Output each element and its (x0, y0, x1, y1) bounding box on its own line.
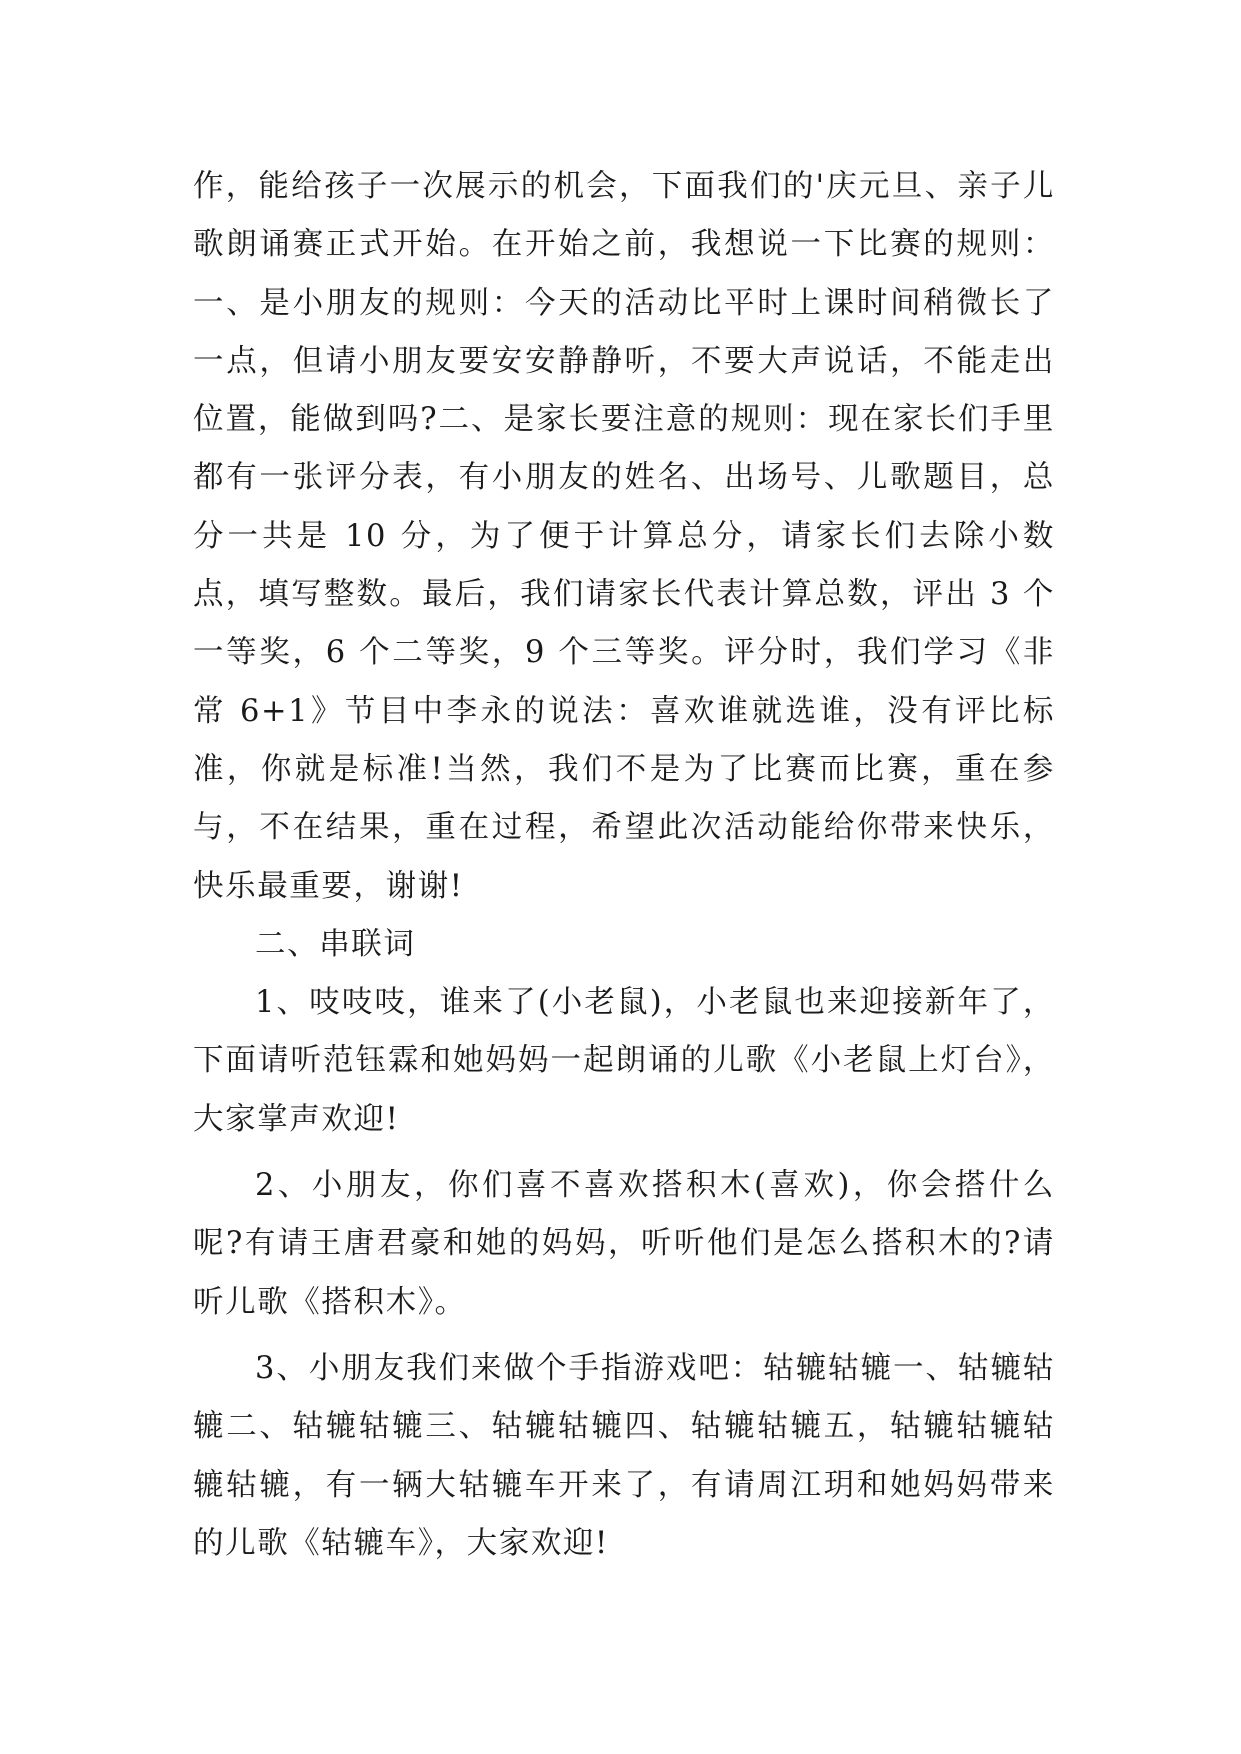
section-heading-linking-words: 二、串联词 (255, 926, 416, 962)
paragraph-rules: 作，能给孩子一次展示的机会，下面我们的'庆元旦、亲子儿歌朗诵赛正式开始。在开始之前，我想说一下比赛的规则：一、是小朋友的规则：今天的活动比平时上课时间稍微长了一点，但请小朋友要安安静静听，不要大声说话，不能走出位置，能做到吗?二、是家长要注意的规则：现在家长们手里都有一张评分表，有小朋友的姓名、出场号、儿歌题目，总分一共是 10 分，为了便于计算总分，请家长们去除小数点，填写整数。最后，我们请家长代表计算总数，评出 3 个一等奖，6 个二等奖，9 个三等奖。评分时，我们学习《非常 6+1》节目中李永的说法：喜欢谁就选谁，没有评比标准，你就是标准!当然，我们不是为了比赛而比赛，重在参与，不在结果，重在过程，希望此次活动能给你带来快乐，快乐最重要，谢谢! (193, 169, 1055, 904)
paragraph-item-2: 2、小朋友，你们喜不喜欢搭积木(喜欢)，你会搭什么呢?有请王唐君豪和她的妈妈，听听他们是怎么搭积木的?请听儿歌《搭积木》。 (193, 1168, 1055, 1320)
paragraph-item-1: 1、吱吱吱，谁来了(小老鼠)，小老鼠也来迎接新年了，下面请听范钰霖和她妈妈一起朗诵的儿歌《小老鼠上灯台》，大家掌声欢迎! (193, 985, 1055, 1137)
paragraph-item-3: 3、小朋友我们来做个手指游戏吧：轱辘轱辘一、轱辘轱辘二、轱辘轱辘三、轱辘轱辘四、轱辘轱辘五，轱辘轱辘轱辘轱辘，有一辆大轱辘车开来了，有请周江玥和她妈妈带来的儿歌《轱辘车》，大家欢迎! (193, 1350, 1055, 1561)
document-body (193, 158, 1055, 1573)
